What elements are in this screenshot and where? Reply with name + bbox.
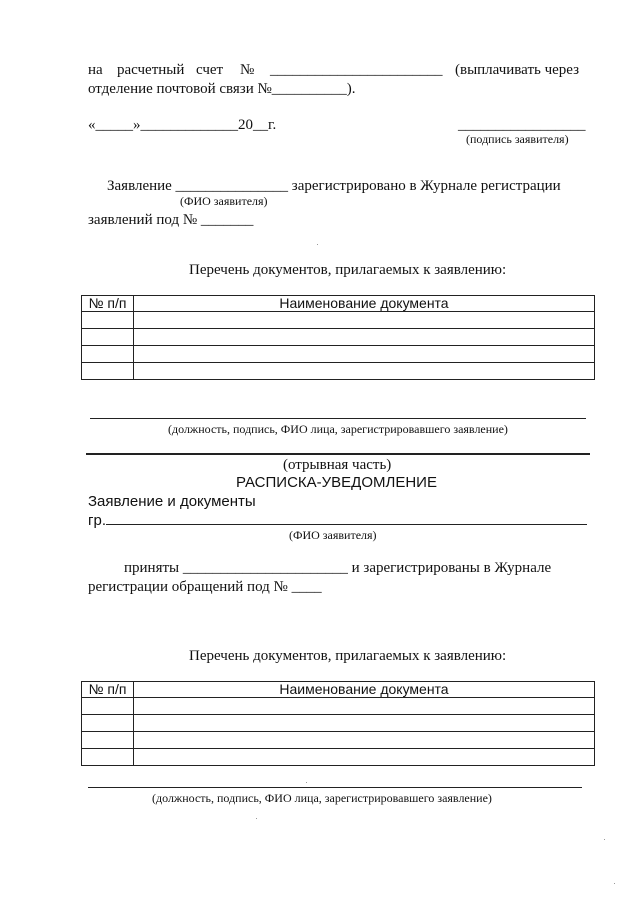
official-signature-caption: (должность, подпись, ФИО лица, зарегистрировавшего заявление)	[168, 422, 508, 436]
documents-table-2	[81, 681, 595, 766]
receipt-registry-line: регистрации обращений под № ____	[88, 579, 322, 595]
documents-list-title-2: Перечень документов, прилагаемых к заявлению:	[189, 648, 507, 664]
table-cell-document-name	[134, 732, 595, 749]
scan-speck	[604, 839, 605, 840]
registration-line: Заявление _______________ зарегистрировано в Журнале регистрации	[107, 178, 561, 194]
table-cell-number	[82, 698, 134, 715]
table-row	[82, 346, 595, 363]
table-row	[82, 732, 595, 749]
scan-speck	[614, 883, 615, 884]
table-cell-number	[82, 312, 134, 329]
post-office-line: отделение почтовой связи №__________).	[88, 81, 356, 97]
date-line: «_____»_____________20__г.	[88, 117, 277, 133]
table-cell-number	[82, 732, 134, 749]
scan-speck	[306, 782, 307, 783]
account-word-na: на	[88, 62, 103, 78]
account-number-blank: _______________________	[270, 62, 443, 78]
table-cell-document-name	[134, 329, 595, 346]
scan-speck	[317, 244, 318, 245]
table-row	[82, 329, 595, 346]
table-cell-number	[82, 329, 134, 346]
table-row	[82, 312, 595, 329]
table-row	[82, 698, 595, 715]
documents-list-title: Перечень документов, прилагаемых к заявлению:	[189, 262, 507, 278]
tear-off-label: (отрывная часть)	[283, 457, 392, 473]
applicant-signature-blank: _________________	[458, 117, 586, 133]
receipt-gr-label: гр.	[88, 512, 106, 529]
receipt-heading: РАСПИСКА-УВЕДОМЛЕНИЕ	[236, 474, 437, 491]
official-signature-line-2	[88, 787, 582, 788]
column-header-number: № п/п	[82, 682, 134, 698]
table-cell-document-name	[134, 312, 595, 329]
receipt-fio-caption: (ФИО заявителя)	[289, 528, 377, 542]
account-word-number-sign: №	[240, 62, 255, 78]
receipt-documents-line: Заявление и документы	[88, 493, 256, 510]
column-header-document-name: Наименование документа	[134, 682, 595, 698]
scan-speck	[256, 818, 257, 819]
column-header-number: № п/п	[82, 296, 134, 312]
table-cell-number	[82, 749, 134, 766]
table-row	[82, 363, 595, 380]
table-cell-document-name	[134, 346, 595, 363]
tear-off-line	[86, 453, 590, 455]
receipt-accepted-line: приняты ______________________ и зарегистрированы в Журнале	[124, 560, 552, 576]
table-cell-number	[82, 363, 134, 380]
table-row	[82, 715, 595, 732]
table-cell-document-name	[134, 363, 595, 380]
table-cell-number	[82, 346, 134, 363]
table-row	[82, 749, 595, 766]
account-payout-note: (выплачивать через	[455, 62, 580, 78]
registration-number-line: заявлений под № _______	[88, 212, 254, 228]
official-signature-line	[90, 418, 586, 419]
table-cell-document-name	[134, 698, 595, 715]
table-cell-document-name	[134, 749, 595, 766]
account-word-schet: счет	[196, 62, 224, 78]
official-signature-caption-2: (должность, подпись, ФИО лица, зарегистрировавшего заявление)	[152, 791, 492, 805]
documents-table-header-2	[82, 682, 595, 698]
column-header-document-name: Наименование документа	[134, 296, 595, 312]
applicant-signature-caption: (подпись заявителя)	[466, 132, 569, 146]
receipt-fio-line	[106, 524, 587, 525]
account-word-raschetny: расчетный	[117, 62, 185, 78]
table-cell-number	[82, 715, 134, 732]
table-cell-document-name	[134, 715, 595, 732]
registration-fio-caption: (ФИО заявителя)	[180, 194, 268, 208]
documents-table	[81, 295, 595, 380]
documents-table-header	[82, 296, 595, 312]
